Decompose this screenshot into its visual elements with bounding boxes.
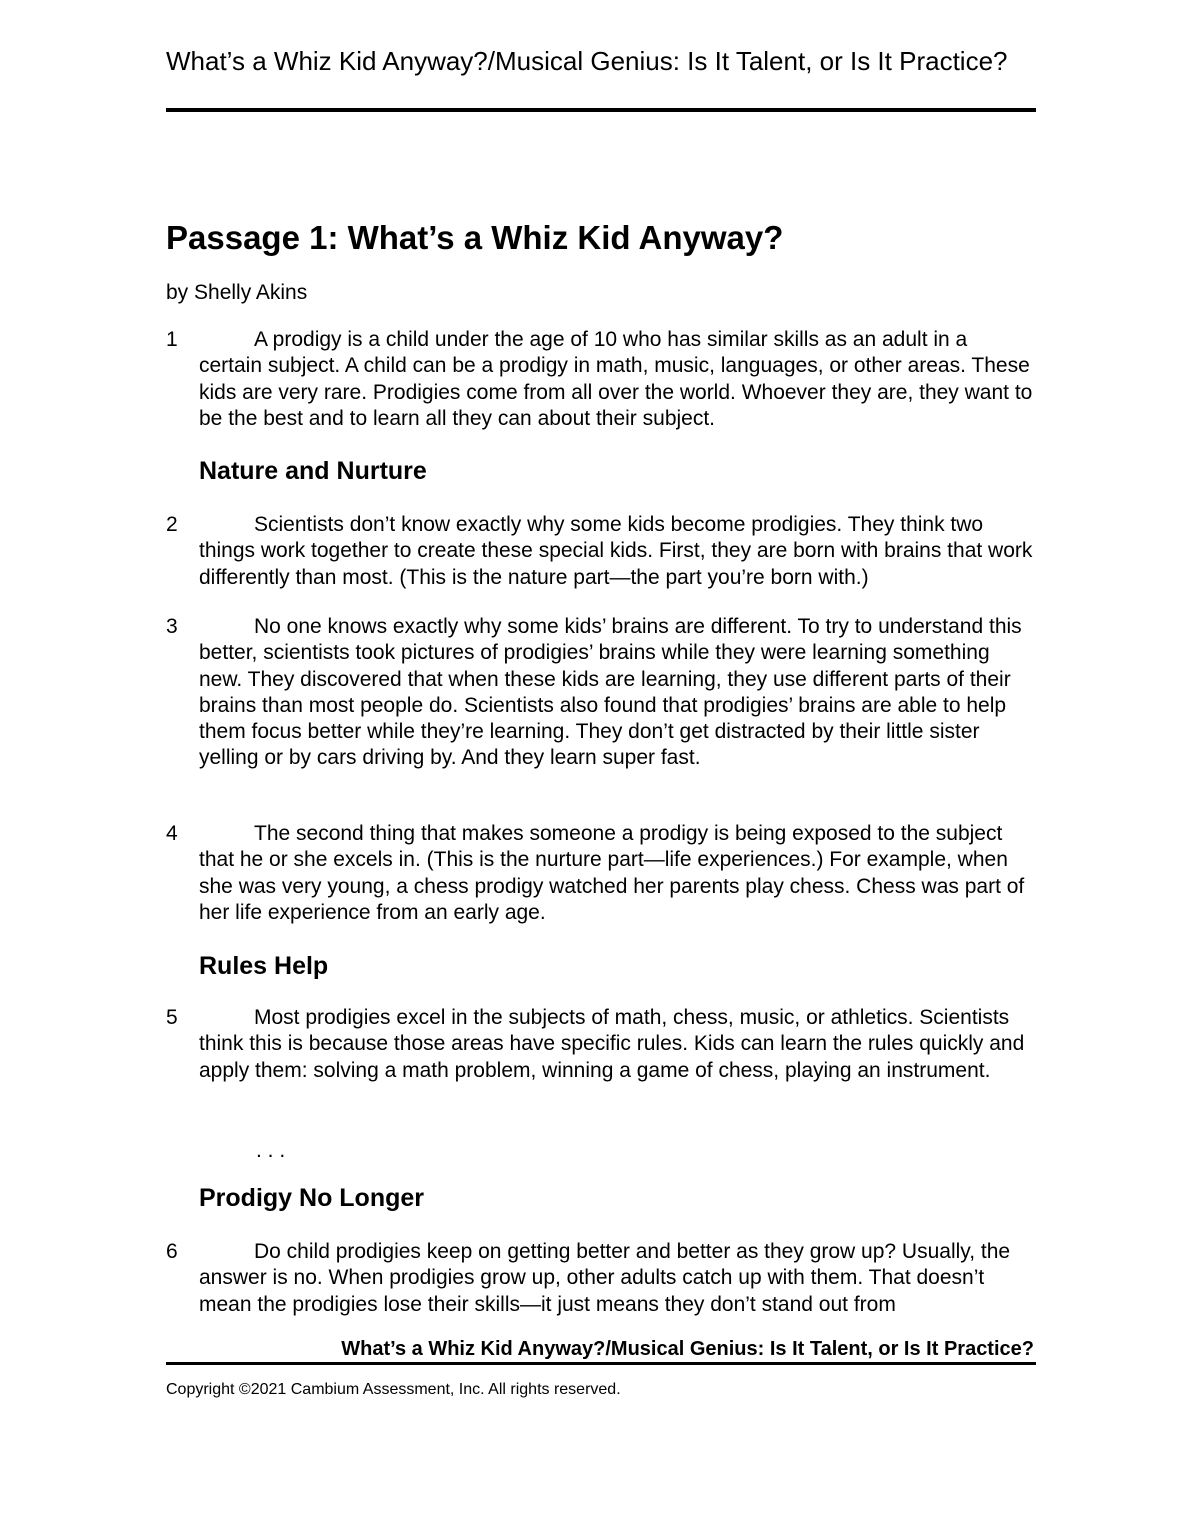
paragraph-text: A prodigy is a child under the age of 10 who has similar skills as an adult in a certain subject. A child can be a prodigy in math, music, languages, or other areas. These kids are very rare. Prodigies come from all over the world. Whoever they are, they want to be the best and to learn all they can about their subject. xyxy=(199,328,1033,430)
heading-rules-help: Rules Help xyxy=(199,952,329,980)
paragraph-text: Do child prodigies keep on getting better and better as they grow up? Usually, the answer is no. When prodigies grow up, other adults catch up with them. That doesn’t mean the prodigies lose their skills—it just means they don’t stand out from xyxy=(199,1240,1011,1316)
paragraph-number: 5 xyxy=(166,1006,178,1029)
copyright-notice: Copyright ©2021 Cambium Assessment, Inc. All rights reserved. xyxy=(166,1381,621,1398)
heading-nature-and-nurture: Nature and Nurture xyxy=(199,457,427,485)
paragraph-text: No one knows exactly why some kids’ brains are different. To try to understand this better, scientists took pictures of prodigies’ brains while they were learning something new. They discovered that when these kids are learning, they use different parts of their brains than most people do. Scientists also found that prodigies’ brains are able to help them focus better while they’re learning. They don’t get distracted by their little sister yelling or by cars driving by. And they learn super fast. xyxy=(199,615,1022,770)
paragraph-number: 6 xyxy=(166,1240,178,1263)
passage-title: Passage 1: What’s a Whiz Kid Anyway? xyxy=(166,219,784,256)
paragraph-3 xyxy=(166,614,1036,772)
header-divider xyxy=(166,108,1036,112)
omission-ellipsis: . . . xyxy=(256,1139,286,1162)
paragraph-2 xyxy=(166,512,1036,591)
paragraph-number: 2 xyxy=(166,513,178,536)
paragraph-5 xyxy=(166,1005,1036,1084)
paragraph-1 xyxy=(166,327,1036,432)
paragraph-text: Scientists don’t know exactly why some kids become prodigies. They think two things work together to create these special kids. First, they are born with brains that work differently than most. (This is the nature part—the part you’re born with.) xyxy=(199,513,1033,589)
page-header-title: What’s a Whiz Kid Anyway?/Musical Genius: Is It Talent, or Is It Practice? xyxy=(166,46,1008,76)
paragraph-number: 1 xyxy=(166,328,178,351)
heading-prodigy-no-longer: Prodigy No Longer xyxy=(199,1184,424,1212)
paragraph-6 xyxy=(166,1239,1036,1318)
paragraph-text: The second thing that makes someone a prodigy is being exposed to the subject that he or she excels in. (This is the nurture part—life experiences.) For example, when she was very young, a chess prodigy watched her parents play chess. Chess was part of her life experience from an early age. xyxy=(199,822,1025,924)
paragraph-text: Most prodigies excel in the subjects of math, chess, music, or athletics. Scientists think this is because those areas have specific rules. Kids can learn the rules quickly and apply them: solving a math problem, winning a game of chess, playing an instrument. xyxy=(199,1006,1025,1082)
paragraph-4 xyxy=(166,821,1036,926)
page-footer-title: What’s a Whiz Kid Anyway?/Musical Genius: Is It Talent, or Is It Practice? xyxy=(341,1338,1034,1360)
footer-divider xyxy=(166,1362,1036,1365)
paragraph-number: 3 xyxy=(166,615,178,638)
byline: by Shelly Akins xyxy=(166,281,308,304)
paragraph-number: 4 xyxy=(166,822,178,845)
